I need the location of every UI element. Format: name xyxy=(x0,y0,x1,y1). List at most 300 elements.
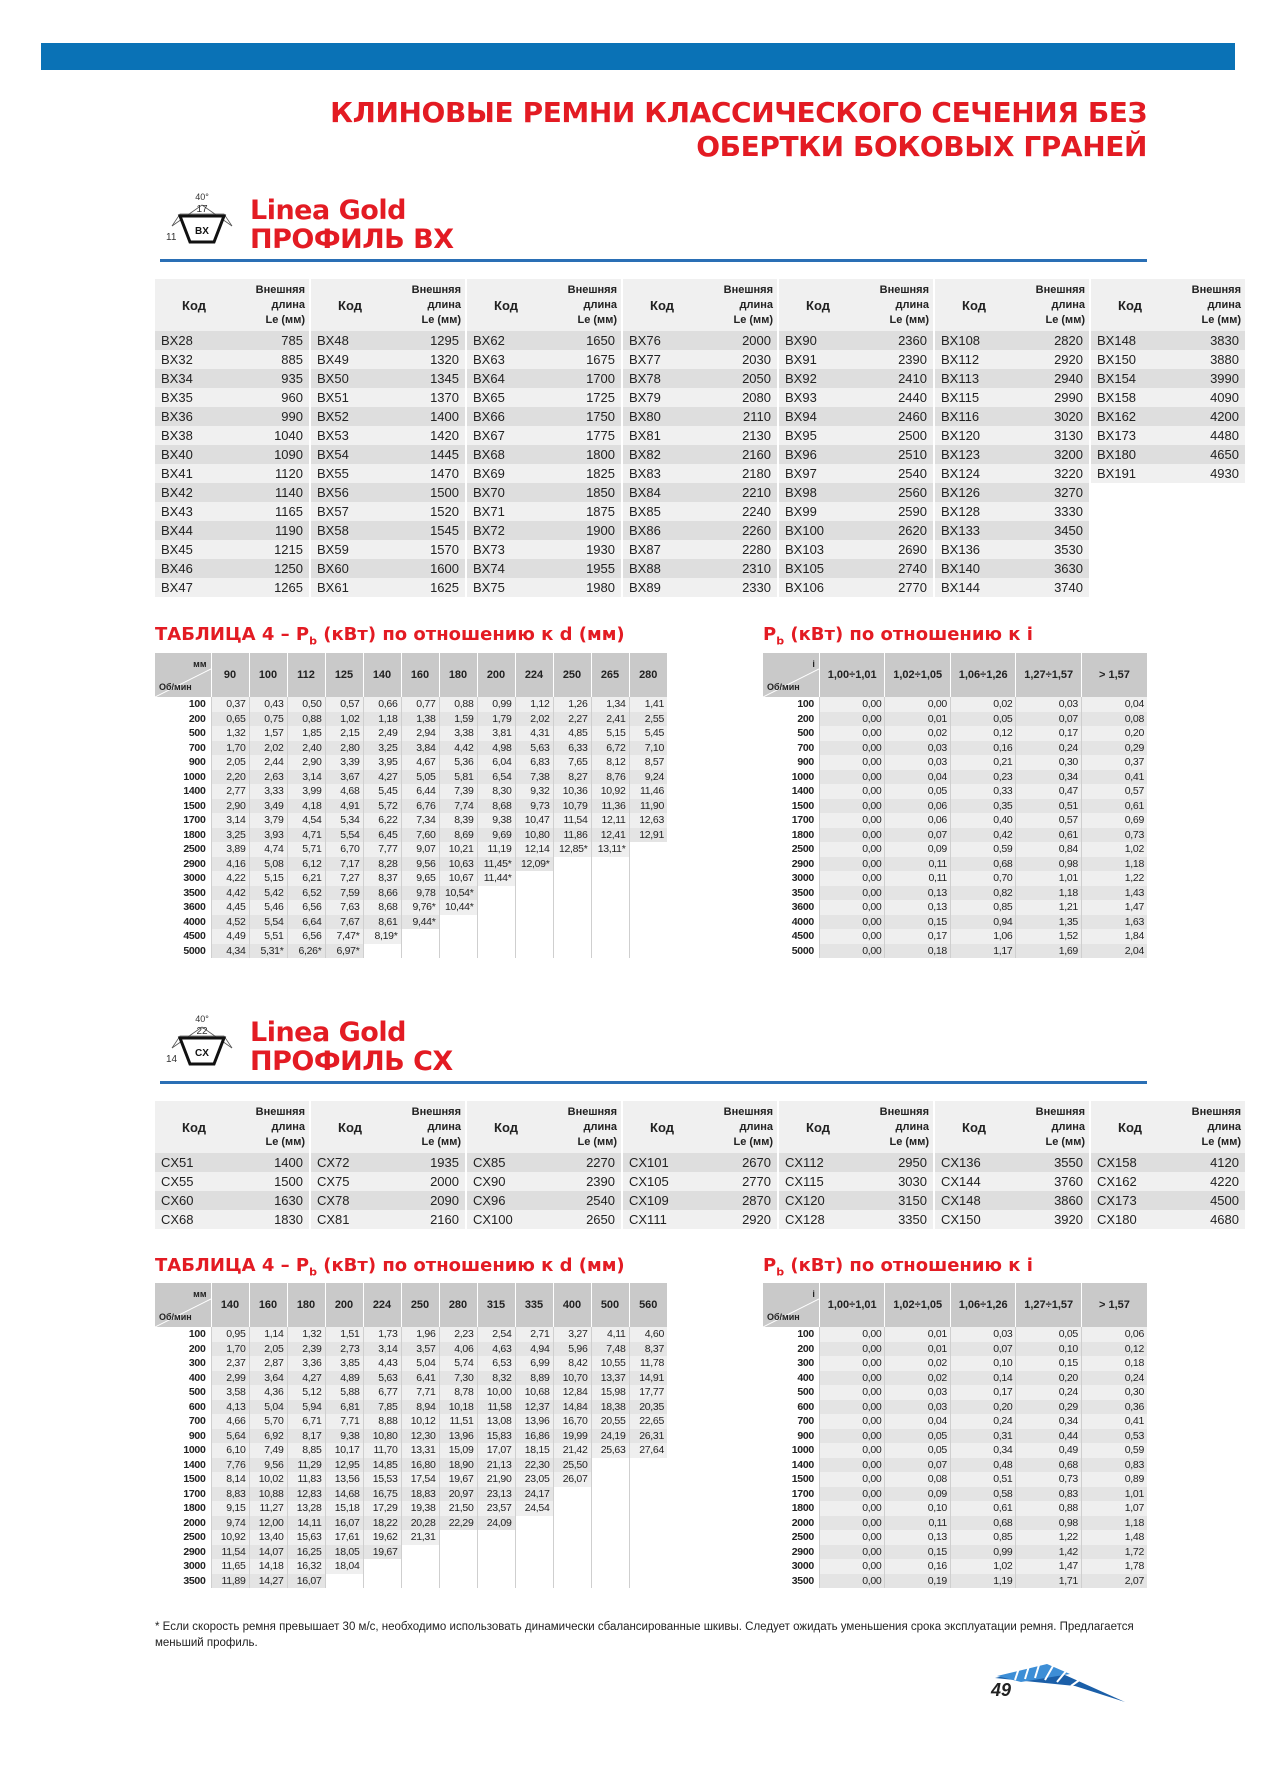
power-cell: 5,74 xyxy=(439,1356,477,1371)
power-cell: 8,14 xyxy=(211,1472,249,1487)
power-cell: 0,12 xyxy=(1081,1342,1147,1357)
power-cell: 8,32 xyxy=(477,1371,515,1386)
belt-code: BX72 xyxy=(467,521,545,540)
belt-length: 1900 xyxy=(545,521,621,540)
power-cell: 6,26* xyxy=(287,944,325,959)
belt-length: 1750 xyxy=(545,407,621,426)
belt-length: 2920 xyxy=(701,1210,777,1229)
empty-cell xyxy=(553,1516,591,1531)
power-cell: 15,53 xyxy=(363,1472,401,1487)
power-cell: 0,05 xyxy=(885,1429,951,1444)
empty-cell xyxy=(363,944,401,959)
belt-length: 2130 xyxy=(701,426,777,445)
power-cell: 3,25 xyxy=(363,741,401,756)
belt-length: 1295 xyxy=(389,331,465,350)
empty-cell xyxy=(553,1545,591,1560)
belt-length: 2240 xyxy=(701,502,777,521)
bx-table-i-title: $P_b$ (кВт) по отношению к i xyxy=(763,624,1033,648)
power-cell: 24,17 xyxy=(515,1487,553,1502)
power-cell: 0,03 xyxy=(885,741,951,756)
belt-length: 1500 xyxy=(233,1172,309,1191)
power-cell: 0,88 xyxy=(1016,1501,1082,1516)
power-cell: 5,71 xyxy=(287,842,325,857)
power-cell: 8,94 xyxy=(401,1400,439,1415)
corner-header: i Об/мин xyxy=(763,1283,819,1327)
empty-cell xyxy=(553,857,591,872)
power-cell: 21,13 xyxy=(477,1458,515,1473)
power-cell: 0,20 xyxy=(950,1400,1016,1415)
power-cell: 2,94 xyxy=(401,726,439,741)
belt-code: CX144 xyxy=(935,1172,1013,1191)
empty-cell xyxy=(515,944,553,959)
power-cell: 1,01 xyxy=(1081,1487,1147,1502)
power-cell: 8,61 xyxy=(363,915,401,930)
power-cell: 18,83 xyxy=(401,1487,439,1502)
power-cell: 0,73 xyxy=(1016,1472,1082,1487)
power-cell: 12,95 xyxy=(325,1458,363,1473)
column-header: 250 xyxy=(401,1283,439,1327)
power-cell: 5,45 xyxy=(363,784,401,799)
rpm-cell: 1000 xyxy=(155,1443,211,1458)
belt-length: 1320 xyxy=(389,350,465,369)
empty-cell xyxy=(477,929,515,944)
power-cell: 3,67 xyxy=(325,770,363,785)
belt-code: BX126 xyxy=(935,483,1013,502)
power-cell: 8,76 xyxy=(591,770,629,785)
empty-cell xyxy=(401,944,439,959)
empty-cell xyxy=(591,1545,629,1560)
belt-length: 1650 xyxy=(545,331,621,350)
rpm-cell: 3000 xyxy=(763,1559,819,1574)
belt-length: 4220 xyxy=(1169,1172,1245,1191)
belt-length: 1370 xyxy=(389,388,465,407)
table-row xyxy=(763,1342,1147,1357)
column-header: 1,06÷1,26 xyxy=(950,653,1016,697)
table-row xyxy=(155,445,1245,464)
rpm-cell: 600 xyxy=(155,1400,211,1415)
power-cell: 9,24 xyxy=(629,770,667,785)
table-row xyxy=(763,755,1147,770)
power-cell: 1,32 xyxy=(287,1327,325,1342)
empty-cell xyxy=(477,1559,515,1574)
len-header-code: Код xyxy=(935,279,1013,331)
empty-cell xyxy=(591,1458,629,1473)
power-cell: 11,44* xyxy=(477,871,515,886)
column-header: 280 xyxy=(439,1283,477,1327)
power-cell: 11,36 xyxy=(591,799,629,814)
power-cell: 2,05 xyxy=(211,755,249,770)
power-cell: 5,54 xyxy=(249,915,287,930)
power-cell: 3,95 xyxy=(363,755,401,770)
belt-code: CX105 xyxy=(623,1172,701,1191)
table-row xyxy=(155,1342,667,1357)
table-row xyxy=(763,857,1147,872)
table-row xyxy=(155,770,667,785)
empty-cell xyxy=(591,1487,629,1502)
table-row xyxy=(155,799,667,814)
table-row xyxy=(763,1385,1147,1400)
table-row xyxy=(155,1574,667,1589)
power-cell: 4,52 xyxy=(211,915,249,930)
rpm-cell: 3000 xyxy=(155,871,211,886)
belt-code: BX50 xyxy=(311,369,389,388)
power-cell: 4,11 xyxy=(591,1327,629,1342)
belt-length: 1445 xyxy=(389,445,465,464)
table-row xyxy=(155,578,1245,597)
power-cell: 7,49 xyxy=(249,1443,287,1458)
belt-length: 2540 xyxy=(545,1191,621,1210)
belt-code: BX113 xyxy=(935,369,1013,388)
belt-code: BX34 xyxy=(155,369,233,388)
power-cell: 24,19 xyxy=(591,1429,629,1444)
power-cell: 6,22 xyxy=(363,813,401,828)
table-row xyxy=(155,1516,667,1531)
power-cell: 17,77 xyxy=(629,1385,667,1400)
belt-length: 2410 xyxy=(857,369,933,388)
power-cell: 8,69 xyxy=(439,828,477,843)
belt-code: CX162 xyxy=(1091,1172,1169,1191)
power-cell: 0,43 xyxy=(249,697,287,712)
rpm-cell: 2500 xyxy=(155,842,211,857)
empty-cell xyxy=(515,915,553,930)
len-header-code: Код xyxy=(155,1101,233,1153)
power-cell: 11,45* xyxy=(477,857,515,872)
empty-cell xyxy=(477,900,515,915)
empty-cell xyxy=(439,915,477,930)
power-cell: 1,02 xyxy=(325,712,363,727)
len-header-code: Код xyxy=(623,279,701,331)
table-row xyxy=(763,1356,1147,1371)
table-row xyxy=(155,1191,1245,1210)
belt-code: BX108 xyxy=(935,331,1013,350)
power-cell: 3,14 xyxy=(363,1342,401,1357)
empty-cell xyxy=(591,944,629,959)
power-cell: 23,13 xyxy=(477,1487,515,1502)
rpm-cell: 1700 xyxy=(155,813,211,828)
power-cell: 7,47* xyxy=(325,929,363,944)
rpm-cell: 1500 xyxy=(763,1472,819,1487)
table-row xyxy=(155,1356,667,1371)
power-cell: 0,00 xyxy=(819,1516,885,1531)
power-cell: 0,30 xyxy=(1016,755,1082,770)
belt-length: 2500 xyxy=(857,426,933,445)
belt-code: CX158 xyxy=(1091,1153,1169,1172)
len-header-length: Внешняя длина Le (мм) xyxy=(233,1101,309,1153)
belt-length: 3830 xyxy=(1169,331,1245,350)
power-cell: 5,51 xyxy=(249,929,287,944)
empty-cell xyxy=(325,1574,363,1589)
belt-code: BX97 xyxy=(779,464,857,483)
belt-code: BX54 xyxy=(311,445,389,464)
rpm-cell: 3000 xyxy=(763,871,819,886)
power-cell: 0,03 xyxy=(885,1385,951,1400)
power-cell: 0,02 xyxy=(950,697,1016,712)
power-cell: 0,10 xyxy=(885,1501,951,1516)
power-cell: 10,70 xyxy=(553,1371,591,1386)
column-header: > 1,57 xyxy=(1081,653,1147,697)
column-header: 90 xyxy=(211,653,249,697)
belt-length: 1700 xyxy=(545,369,621,388)
belt-length: 1630 xyxy=(233,1191,309,1210)
belt-code: BX74 xyxy=(467,559,545,578)
empty-cell xyxy=(553,1559,591,1574)
table-row xyxy=(155,1559,667,1574)
column-header: 315 xyxy=(477,1283,515,1327)
power-cell: 0,50 xyxy=(287,697,325,712)
rpm-cell: 100 xyxy=(763,1327,819,1342)
power-cell: 7,48 xyxy=(591,1342,629,1357)
power-cell: 0,06 xyxy=(1081,1327,1147,1342)
power-cell: 13,37 xyxy=(591,1371,629,1386)
rpm-cell: 1000 xyxy=(763,1443,819,1458)
column-header: 1,00÷1,01 xyxy=(819,1283,885,1327)
power-cell: 24,09 xyxy=(477,1516,515,1531)
power-cell: 19,38 xyxy=(401,1501,439,1516)
len-header-code: Код xyxy=(779,1101,857,1153)
cx-header-rule xyxy=(160,1081,1147,1084)
power-cell: 1,71 xyxy=(1016,1574,1082,1589)
power-cell: 0,07 xyxy=(950,1342,1016,1357)
bx-brand xyxy=(250,196,454,254)
power-cell: 10,92 xyxy=(591,784,629,799)
power-cell: 14,84 xyxy=(553,1400,591,1415)
power-cell: 2,27 xyxy=(553,712,591,727)
rpm-cell: 3500 xyxy=(155,886,211,901)
power-cell: 12,09* xyxy=(515,857,553,872)
power-cell: 1,79 xyxy=(477,712,515,727)
belt-length: 1400 xyxy=(233,1153,309,1172)
power-cell: 17,07 xyxy=(477,1443,515,1458)
table-row xyxy=(155,857,667,872)
belt-code: BX92 xyxy=(779,369,857,388)
empty-cell xyxy=(477,886,515,901)
table-row xyxy=(155,502,1245,521)
power-cell: 20,28 xyxy=(401,1516,439,1531)
empty-cell xyxy=(553,886,591,901)
power-cell: 7,71 xyxy=(325,1414,363,1429)
empty-cell xyxy=(591,1530,629,1545)
footnote: * Если скорость ремня превышает 30 м/с, необходимо использовать динамически сбалансированные шкивы. Следует ожидать уменьшения срока эксплуатации ремня. Предлагается меньший профиль. xyxy=(155,1621,1134,1649)
belt-length: 1140 xyxy=(233,483,309,502)
empty-cell xyxy=(439,1559,477,1574)
len-header-length: Внешняя длина Le (мм) xyxy=(1013,1101,1089,1153)
belt-length: 3450 xyxy=(1013,521,1089,540)
power-cell: 0,84 xyxy=(1016,842,1082,857)
cx-table-i-title: $P_b$ (кВт) по отношению к i xyxy=(763,1255,1033,1279)
belt-length: 1215 xyxy=(233,540,309,559)
power-cell: 0,53 xyxy=(1081,1429,1147,1444)
cx-power-vs-ratio-table xyxy=(763,1283,1147,1588)
belt-code: BX73 xyxy=(467,540,545,559)
column-header: 560 xyxy=(629,1283,667,1327)
belt-code: BX154 xyxy=(1091,369,1169,388)
belt-code: CX150 xyxy=(935,1210,1013,1229)
power-cell: 23,57 xyxy=(477,1501,515,1516)
power-cell: 2,80 xyxy=(325,741,363,756)
power-cell: 7,77 xyxy=(363,842,401,857)
table-row xyxy=(763,712,1147,727)
belt-length: 2510 xyxy=(857,445,933,464)
belt-length: 1830 xyxy=(233,1210,309,1229)
belt-code: BX56 xyxy=(311,483,389,502)
power-cell: 0,21 xyxy=(950,755,1016,770)
power-cell: 1,70 xyxy=(211,741,249,756)
rpm-cell: 5000 xyxy=(763,944,819,959)
belt-code: CX78 xyxy=(311,1191,389,1210)
belt-length: 1265 xyxy=(233,578,309,597)
belt-length: 2330 xyxy=(701,578,777,597)
belt-length: 1600 xyxy=(389,559,465,578)
belt-length: 2920 xyxy=(1013,350,1089,369)
belt-length: 2390 xyxy=(857,350,933,369)
belt-length: 2390 xyxy=(545,1172,621,1191)
power-cell: 0,18 xyxy=(1081,1356,1147,1371)
power-cell: 0,70 xyxy=(950,871,1016,886)
power-cell: 11,83 xyxy=(287,1472,325,1487)
power-cell: 0,59 xyxy=(1081,1443,1147,1458)
empty-cell xyxy=(401,929,439,944)
table-row xyxy=(155,886,667,901)
len-header-length: Внешняя длина Le (мм) xyxy=(1013,279,1089,331)
power-cell: 11,29 xyxy=(287,1458,325,1473)
power-cell: 0,12 xyxy=(950,726,1016,741)
belt-length: 4650 xyxy=(1169,445,1245,464)
belt-length: 4930 xyxy=(1169,464,1245,483)
power-cell: 0,00 xyxy=(819,1400,885,1415)
empty-cell xyxy=(629,915,667,930)
rpm-cell: 200 xyxy=(155,712,211,727)
column-header: 200 xyxy=(325,1283,363,1327)
belt-code: BX69 xyxy=(467,464,545,483)
belt-code: BX140 xyxy=(935,559,1013,578)
empty-cell xyxy=(477,1545,515,1560)
rpm-cell: 2500 xyxy=(155,1530,211,1545)
power-cell: 0,02 xyxy=(885,1356,951,1371)
power-cell: 11,19 xyxy=(477,842,515,857)
belt-length: 4090 xyxy=(1169,388,1245,407)
power-cell: 25,50 xyxy=(553,1458,591,1473)
power-cell: 0,16 xyxy=(885,1559,951,1574)
corner-header: мм Об/мин xyxy=(155,653,211,697)
belt-length: 1875 xyxy=(545,502,621,521)
belt-length: 2110 xyxy=(701,407,777,426)
len-header-length: Внешняя длина Le (мм) xyxy=(545,1101,621,1153)
power-cell: 0,68 xyxy=(950,857,1016,872)
belt-code: BX79 xyxy=(623,388,701,407)
table-row xyxy=(763,1501,1147,1516)
power-cell: 0,24 xyxy=(950,1414,1016,1429)
belt-length: 2940 xyxy=(1013,369,1089,388)
belt-code: BX106 xyxy=(779,578,857,597)
page-title-line-2: ОБЕРТКИ БОКОВЫХ ГРАНЕЙ xyxy=(696,130,1147,163)
power-cell: 21,42 xyxy=(553,1443,591,1458)
power-cell: 0,16 xyxy=(950,741,1016,756)
power-cell: 0,99 xyxy=(477,697,515,712)
power-cell: 0,00 xyxy=(819,1414,885,1429)
belt-code: BX123 xyxy=(935,445,1013,464)
table-row xyxy=(763,1327,1147,1342)
belt-length: 2030 xyxy=(701,350,777,369)
power-cell: 0,00 xyxy=(819,1429,885,1444)
power-cell: 0,94 xyxy=(950,915,1016,930)
power-cell: 0,00 xyxy=(819,900,885,915)
belt-length: 1165 xyxy=(233,502,309,521)
rpm-cell: 600 xyxy=(763,1400,819,1415)
rpm-cell: 2500 xyxy=(763,842,819,857)
belt-code: BX191 xyxy=(1091,464,1169,483)
rpm-cell: 1500 xyxy=(155,1472,211,1487)
power-cell: 0,00 xyxy=(819,1458,885,1473)
power-cell: 19,67 xyxy=(363,1545,401,1560)
power-cell: 1,18 xyxy=(1081,1516,1147,1531)
power-cell: 25,63 xyxy=(591,1443,629,1458)
table-row xyxy=(155,828,667,843)
power-cell: 0,85 xyxy=(950,900,1016,915)
belt-length: 2280 xyxy=(701,540,777,559)
belt-length: 4680 xyxy=(1169,1210,1245,1229)
power-cell: 13,56 xyxy=(325,1472,363,1487)
power-cell: 0,36 xyxy=(1081,1400,1147,1415)
empty-cell xyxy=(439,944,477,959)
bx-power-vs-diameter-table xyxy=(155,653,667,958)
belt-length: 1090 xyxy=(233,445,309,464)
power-cell: 0,44 xyxy=(1016,1429,1082,1444)
power-cell: 0,95 xyxy=(211,1327,249,1342)
power-cell: 3,36 xyxy=(287,1356,325,1371)
power-cell: 12,14 xyxy=(515,842,553,857)
cx-icon-label: CX xyxy=(195,1048,209,1059)
rpm-cell: 1000 xyxy=(155,770,211,785)
power-cell: 2,23 xyxy=(439,1327,477,1342)
power-cell: 2,63 xyxy=(249,770,287,785)
column-header: 160 xyxy=(401,653,439,697)
column-header: 1,27÷1,57 xyxy=(1016,653,1082,697)
corner-header: i Об/мин xyxy=(763,653,819,697)
table-row xyxy=(155,1414,667,1429)
belt-code: BX88 xyxy=(623,559,701,578)
table-row xyxy=(763,1574,1147,1589)
rpm-cell: 1500 xyxy=(763,799,819,814)
power-cell: 21,50 xyxy=(439,1501,477,1516)
belt-code: BX87 xyxy=(623,540,701,559)
bx-icon-width: 17 xyxy=(196,204,208,215)
len-header-length: Внешняя длина Le (мм) xyxy=(701,279,777,331)
power-cell: 12,37 xyxy=(515,1400,553,1415)
belt-code: BX65 xyxy=(467,388,545,407)
power-cell: 2,07 xyxy=(1081,1574,1147,1589)
cx-table-d-title: ТАБЛИЦА $4 - P_b$ (кВт) по отношению к d (мм) xyxy=(155,1255,625,1279)
belt-code: BX180 xyxy=(1091,445,1169,464)
belt-length: 3220 xyxy=(1013,464,1089,483)
power-cell: 18,22 xyxy=(363,1516,401,1531)
power-cell: 0,11 xyxy=(885,871,951,886)
rpm-cell: 1800 xyxy=(763,1501,819,1516)
empty-cell xyxy=(477,1530,515,1545)
rpm-cell: 3500 xyxy=(763,886,819,901)
power-cell: 2,15 xyxy=(325,726,363,741)
power-cell: 0,17 xyxy=(950,1385,1016,1400)
power-cell: 0,61 xyxy=(1081,799,1147,814)
rpm-cell: 200 xyxy=(155,1342,211,1357)
table-row xyxy=(763,1559,1147,1574)
power-cell: 10,80 xyxy=(363,1429,401,1444)
rpm-cell: 2500 xyxy=(763,1530,819,1545)
empty-cell xyxy=(515,1516,553,1531)
power-cell: 11,78 xyxy=(629,1356,667,1371)
table-row xyxy=(155,1501,667,1516)
belt-code: BX43 xyxy=(155,502,233,521)
belt-length: 3630 xyxy=(1013,559,1089,578)
